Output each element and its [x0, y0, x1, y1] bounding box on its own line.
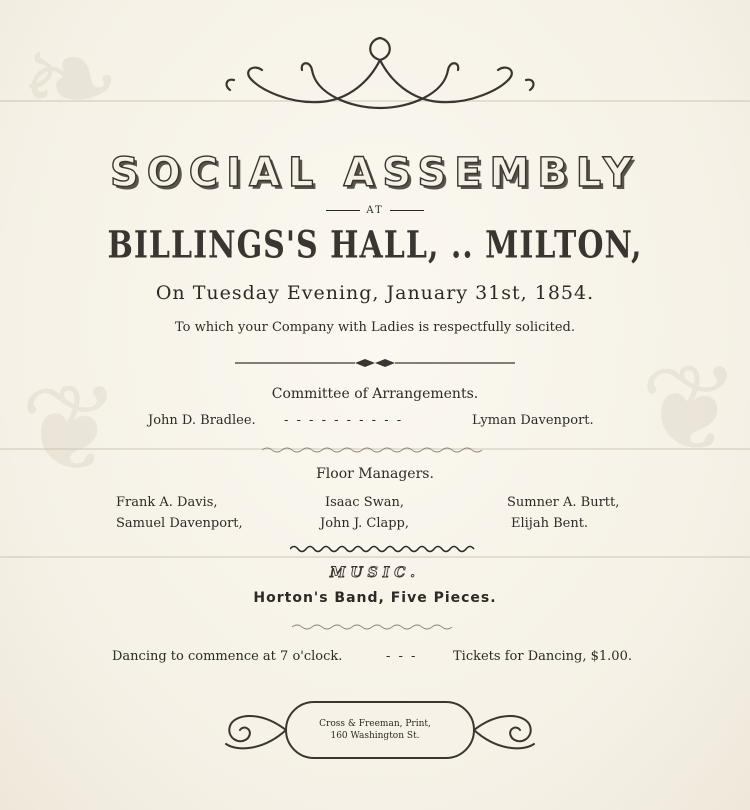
invitation-text: To which your Company with Ladies is respectfully solicited.	[174, 320, 575, 335]
wavy-divider	[290, 544, 480, 554]
committee-separator: - - - - - - - - - -	[284, 413, 404, 428]
band-name: Horton's Band, Five Pieces.	[253, 590, 497, 606]
floor-managers-heading: Floor Managers.	[316, 466, 434, 482]
rule-right	[390, 210, 424, 212]
ticket-price: Tickets for Dancing, $1.00.	[453, 649, 632, 664]
event-title: SOCIAL ASSEMBLY	[109, 150, 641, 196]
at-text: AT	[366, 205, 384, 216]
committee-member: John D. Bradlee.	[148, 413, 256, 428]
floor-manager: Elijah Bent.	[511, 516, 589, 531]
emboss-ornament: ❦	[640, 340, 741, 479]
dancing-separator: - - -	[386, 649, 418, 664]
dancing-time: Dancing to commence at 7 o'clock.	[112, 649, 343, 664]
wavy-divider	[262, 446, 488, 454]
committee-member: Lyman Davenport.	[472, 413, 594, 428]
event-date: On Tuesday Evening, January 31st, 1854.	[155, 282, 595, 304]
paper-fold	[0, 556, 750, 558]
floor-manager: John J. Clapp,	[320, 516, 410, 531]
floor-manager: Frank A. Davis,	[116, 495, 218, 510]
floor-manager: Samuel Davenport,	[116, 516, 243, 531]
wavy-divider	[292, 623, 458, 631]
committee-heading: Committee of Arrangements.	[271, 386, 479, 402]
floor-manager: Isaac Swan,	[325, 495, 405, 510]
at-line	[0, 205, 750, 216]
emboss-ornament: ❧	[20, 10, 121, 149]
printer-credit	[285, 704, 465, 754]
floor-manager: Sumner A. Burtt,	[507, 495, 620, 510]
printer-name: Cross & Freeman, Print,	[319, 719, 431, 729]
music-heading: MUSIC.	[329, 565, 421, 581]
rule-left	[326, 210, 360, 212]
divider-ornament	[235, 356, 515, 370]
emboss-ornament: ❦	[20, 360, 121, 499]
top-flourish-ornament	[220, 30, 540, 120]
venue: BILLINGS'S HALL, .. MILTON,	[107, 223, 643, 268]
printer-address: 160 Washington St.	[330, 731, 420, 741]
